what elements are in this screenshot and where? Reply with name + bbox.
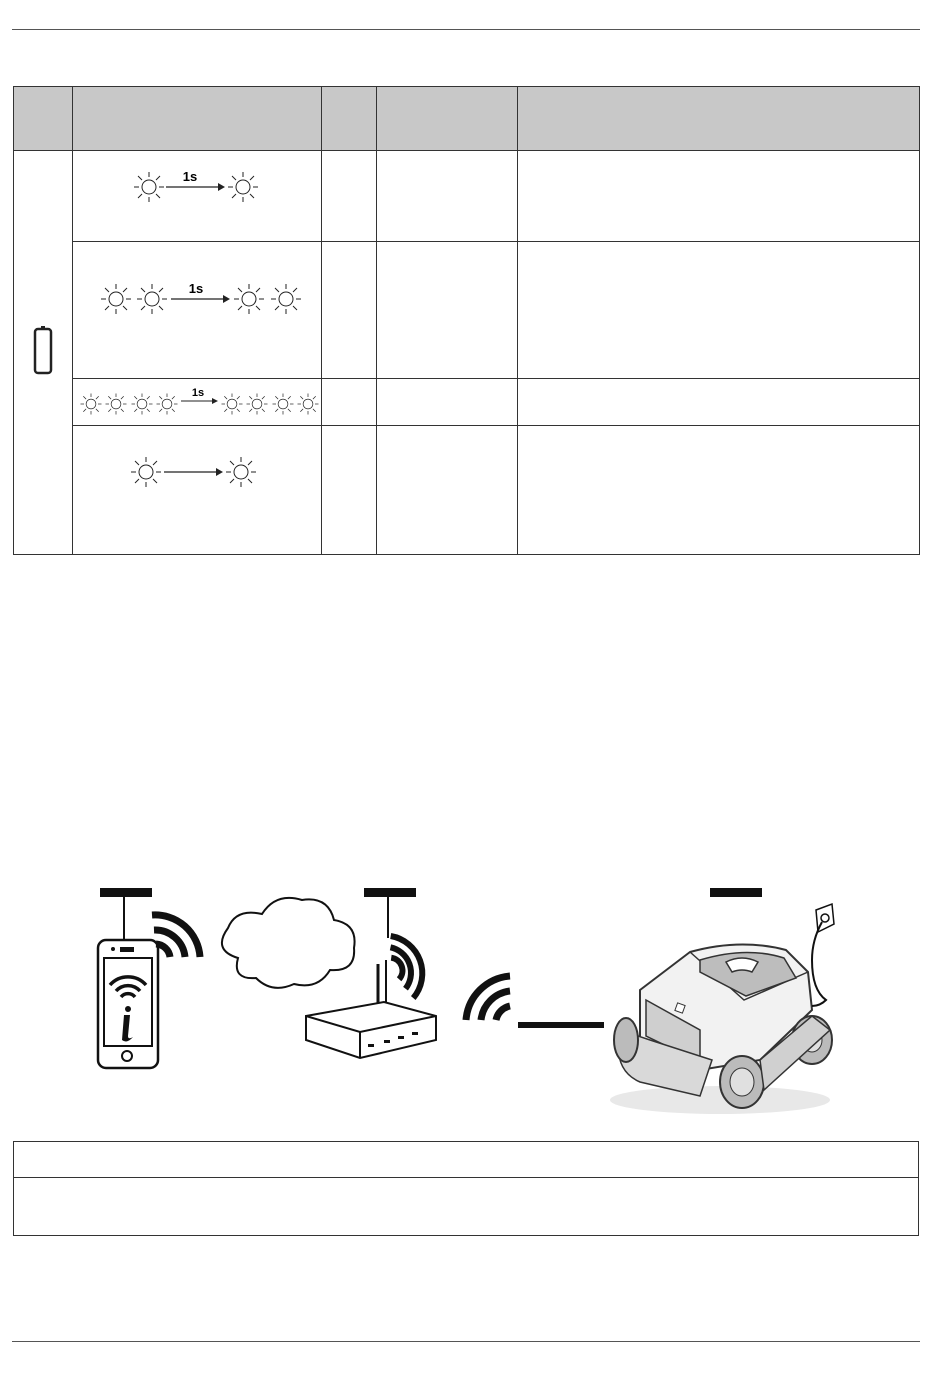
led-pattern-cell <box>73 426 322 555</box>
table-cell <box>377 151 518 242</box>
table-row <box>14 151 920 242</box>
led-light-icon <box>298 394 319 415</box>
table-row <box>14 379 920 426</box>
wifi-signal-icon <box>390 929 431 998</box>
table-cell <box>377 379 518 426</box>
led-light-icon <box>132 394 153 415</box>
table-cell <box>322 151 377 242</box>
led-light-icon <box>222 394 243 415</box>
top-rule <box>12 29 920 30</box>
led-light-icon <box>131 457 161 487</box>
led-light-icon <box>271 284 301 314</box>
single-blink-pattern <box>73 151 322 241</box>
led-light-icon <box>134 172 164 202</box>
header-cell <box>73 87 322 151</box>
quad-blink-pattern <box>73 379 322 425</box>
note-body-row <box>14 1178 919 1236</box>
battery-cell <box>14 151 73 555</box>
header-cell <box>322 87 377 151</box>
header-cell <box>14 87 73 151</box>
table-cell <box>518 151 920 242</box>
bottom-rule <box>12 1341 920 1342</box>
led-light-icon <box>226 457 256 487</box>
callout-label-bar <box>100 888 152 897</box>
table-row <box>14 426 920 555</box>
power-outlet-icon <box>812 904 834 1006</box>
battery-icon <box>33 325 53 375</box>
callout-label-bar <box>364 888 416 897</box>
led-light-icon <box>228 172 258 202</box>
led-light-icon <box>247 394 268 415</box>
note-table <box>13 1141 919 1236</box>
connection-diagram <box>0 880 950 1130</box>
slow-blink-pattern <box>73 426 322 554</box>
table-cell <box>377 426 518 555</box>
led-pattern-cell <box>73 379 322 426</box>
table-cell <box>377 242 518 379</box>
table-cell <box>322 379 377 426</box>
table-cell <box>518 242 920 379</box>
double-blink-pattern <box>73 242 322 378</box>
interval-label: 1s <box>182 169 198 184</box>
led-pattern-cell <box>73 242 322 379</box>
wifi-signal-icon <box>466 976 510 1020</box>
header-cell <box>377 87 518 151</box>
smartphone-app-icon <box>98 940 158 1068</box>
table-cell <box>518 426 920 555</box>
table-cell <box>322 426 377 555</box>
callout-label-bar <box>518 1022 604 1028</box>
led-light-icon <box>273 394 294 415</box>
led-light-icon <box>106 394 127 415</box>
header-cell <box>518 87 920 151</box>
callout-label-bar <box>710 888 762 897</box>
table-cell <box>518 379 920 426</box>
table-cell <box>322 242 377 379</box>
interval-label: 1s <box>188 281 204 296</box>
led-status-table <box>13 86 920 555</box>
led-light-icon <box>81 394 102 415</box>
note-body-cell <box>14 1178 919 1236</box>
led-light-icon <box>101 284 131 314</box>
led-light-icon <box>157 394 178 415</box>
table-row <box>14 242 920 379</box>
pool-robot-icon <box>610 944 832 1114</box>
led-pattern-cell <box>73 151 322 242</box>
interval-label: 1s <box>191 387 205 399</box>
note-header-row <box>14 1142 919 1178</box>
note-header-cell <box>14 1142 919 1178</box>
cloud-icon <box>222 898 355 988</box>
table-header-row <box>14 87 920 151</box>
led-light-icon <box>234 284 264 314</box>
led-light-icon <box>137 284 167 314</box>
